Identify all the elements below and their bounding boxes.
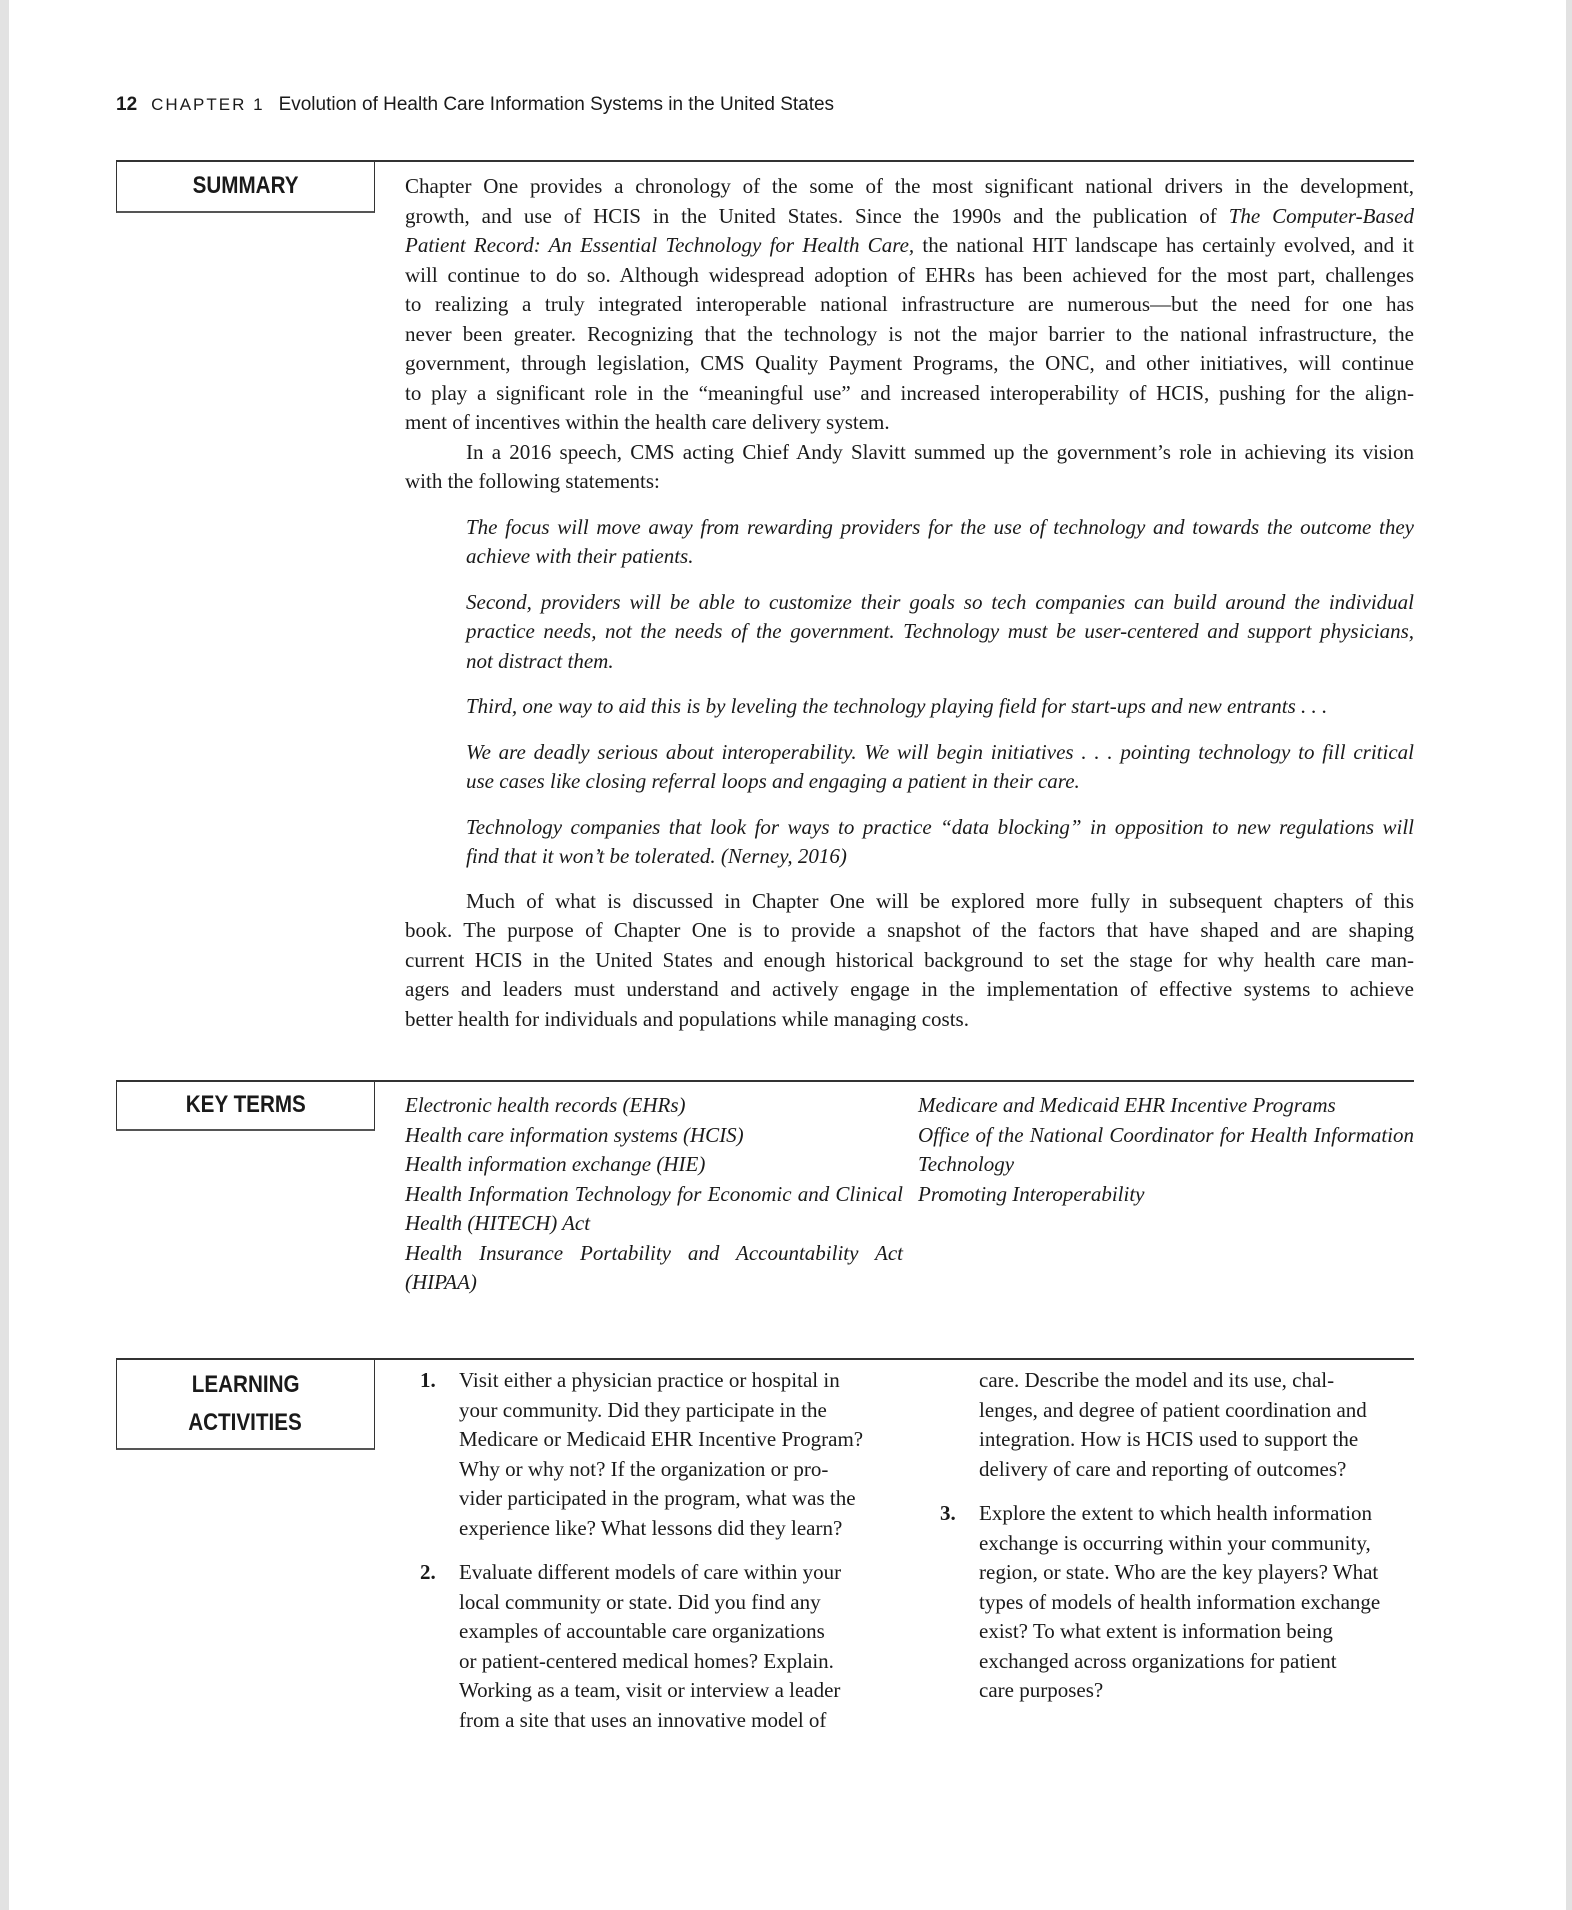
summary-text: [405, 172, 1414, 1034]
text-line: Health Insurance Portability and Accountability Act: [405, 1240, 903, 1265]
learning-activities-column-2: [940, 1366, 1419, 1706]
text-line: use cases like closing referral loops and engaging a patient in their care.: [466, 769, 1080, 793]
book-title: The Computer-Based: [1228, 203, 1414, 228]
text-line: your community. Did they participate in the: [459, 1397, 827, 1422]
text-line: In a 2016 speech, CMS acting Chief Andy Slavitt summed up the government’s role in achieving its vision: [466, 439, 1414, 464]
text-line: or patient-centered medical homes? Explain.: [459, 1648, 834, 1673]
learning-activity-item: [420, 1366, 899, 1543]
text-line: find that it won’t be tolerated. (Nerney, 2016): [466, 844, 847, 868]
viewer-left-margin: [0, 0, 9, 1910]
text-line: care. Describe the model and its use, chal-: [979, 1368, 1335, 1392]
summary-heading-box: [116, 160, 375, 213]
key-terms-heading: KEY TERMS: [185, 1091, 306, 1118]
text-line: examples of accountable care organizations: [459, 1619, 825, 1643]
learning-activities-column-1: [420, 1366, 899, 1735]
text-line: agers and leaders must understand and actively engage in the implementation of effective systems to achieve: [405, 977, 1414, 1001]
key-term: [405, 1121, 903, 1151]
text-line: Technology companies that look for ways to practice “data blocking” in opposition to new regulations will: [466, 814, 1414, 839]
text-line: exchange is occurring within your community,: [979, 1530, 1371, 1555]
text-line: care purposes?: [979, 1678, 1104, 1702]
text-line: [405, 202, 1414, 232]
text-segment: the national HIT landscape has certainly evolved, and it: [914, 233, 1414, 257]
text-line: Health (HITECH) Act: [405, 1211, 591, 1235]
key-term: [918, 1180, 1414, 1210]
block-quote: [466, 738, 1414, 797]
key-term: [405, 1091, 903, 1121]
text-line: will continue to do so. Although widespread adoption of EHRs has been achieved for the most part, challenges: [405, 262, 1414, 287]
text-segment: growth, and use of HCIS in the United States. Since the 1990s and the publication of: [405, 203, 1229, 228]
key-term: [405, 1180, 903, 1239]
text-line: government, through legislation, CMS Quality Payment Programs, the ONC, and other initiatives, will continue: [405, 351, 1414, 375]
text-line: not distract them.: [466, 648, 614, 673]
text-line: book. The purpose of Chapter One is to provide a snapshot of the factors that have shaped and are shaping: [405, 918, 1414, 942]
learning-activity-item: [979, 1366, 1419, 1484]
text-line: Promoting Interoperability: [918, 1181, 1145, 1206]
text-line: Second, providers will be able to customize their goals so tech companies can build around the individual: [466, 589, 1414, 614]
summary-paragraph: [405, 438, 1414, 497]
text-line: region, or state. Who are the key players? What: [979, 1560, 1379, 1584]
text-line: types of models of health information exchange: [979, 1589, 1381, 1614]
text-line: experience like? What lessons did they learn?: [459, 1515, 843, 1540]
text-line: lenges, and degree of patient coordination and: [979, 1397, 1367, 1422]
key-term: [405, 1239, 903, 1298]
chapter-title: Evolution of Health Care Information Systems in the United States: [278, 94, 835, 115]
text-line: delivery of care and reporting of outcomes?: [979, 1456, 1347, 1481]
learning-activity-item: [420, 1558, 899, 1735]
text-line: Chapter One provides a chronology of the some of the most significant national drivers in the development,: [405, 174, 1414, 198]
key-term: [918, 1121, 1414, 1180]
text-line: Visit either a physician practice or hospital in: [459, 1368, 840, 1392]
text-line: Electronic health records (EHRs): [405, 1093, 686, 1117]
summary-paragraph: [405, 172, 1414, 438]
text-line: Health information exchange (HIE): [405, 1152, 706, 1176]
book-title: Patient Record: An Essential Technology for Health Care,: [405, 233, 915, 257]
text-line: with the following statements:: [405, 469, 660, 493]
text-line: Health care information systems (HCIS): [405, 1122, 744, 1147]
text-line: vider participated in the program, what was the: [459, 1486, 856, 1510]
text-line: local community or state. Did you find any: [459, 1589, 821, 1614]
text-line: current HCIS in the United States and enough historical background to set the stage for why health care man-: [405, 947, 1414, 972]
key-terms-column-2: [918, 1091, 1414, 1209]
text-line: Third, one way to aid this is by leveling the technology playing field for start-ups and new entrants . . .: [466, 694, 1328, 718]
text-line: The focus will move away from rewarding providers for the use of technology and towards the outcome they: [466, 514, 1414, 539]
viewer-right-margin: [1566, 0, 1572, 1910]
page-number: 12: [116, 94, 138, 115]
summary-paragraph: [405, 887, 1414, 1035]
text-line: Medicare or Medicaid EHR Incentive Program?: [459, 1427, 864, 1451]
text-line: ment of incentives within the health care delivery system.: [405, 410, 890, 434]
key-terms-heading-box: [116, 1080, 375, 1131]
text-line: (HIPAA): [405, 1270, 477, 1294]
item-number: 3.: [940, 1501, 956, 1525]
text-line: to play a significant role in the “meaningful use” and increased interoperability of HCIS, pushing for the align-: [405, 380, 1414, 405]
key-term: [918, 1091, 1414, 1121]
text-line: better health for individuals and populations while managing costs.: [405, 1006, 969, 1031]
chapter-label: CHAPTER 1: [151, 95, 265, 114]
text-line: exchanged across organizations for patient: [979, 1648, 1337, 1673]
text-line: to realizing a truly integrated interoperable national infrastructure are numerous—but the need for one has: [405, 292, 1414, 316]
text-line: integration. How is HCIS used to support the: [979, 1427, 1359, 1451]
key-terms-column-1: [405, 1091, 903, 1298]
text-line: achieve with their patients.: [466, 544, 694, 568]
block-quote: [466, 813, 1414, 872]
text-line: Much of what is discussed in Chapter One will be explored more fully in subsequent chapters of this: [466, 888, 1414, 913]
text-line: [405, 231, 1414, 261]
item-number: 1.: [420, 1368, 436, 1392]
block-quote: [466, 588, 1414, 677]
text-line: from a site that uses an innovative model of: [459, 1707, 827, 1732]
text-line: Health Information Technology for Economic and Clinical: [405, 1181, 903, 1206]
summary-heading: SUMMARY: [192, 172, 299, 199]
text-line: Why or why not? If the organization or pro-: [459, 1456, 829, 1481]
learning-activity-item: [940, 1499, 1419, 1706]
item-number: 2.: [420, 1560, 436, 1584]
text-line: practice needs, not the needs of the government. Technology must be user-centered and support physicians,: [466, 619, 1414, 643]
text-line: Working as a team, visit or interview a leader: [459, 1678, 841, 1702]
text-line: Evaluate different models of care within your: [459, 1560, 842, 1584]
text-line: Explore the extent to which health information: [979, 1501, 1373, 1525]
key-term: [405, 1150, 903, 1180]
learning-activities-heading-line1: LEARNING: [191, 1370, 300, 1398]
learning-activities-heading-box: [116, 1358, 375, 1450]
text-line: Office of the National Coordinator for Health Information: [918, 1122, 1414, 1147]
text-line: never been greater. Recognizing that the technology is not the major barrier to the national infrastructure, the: [405, 321, 1414, 346]
text-line: exist? To what extent is information being: [979, 1619, 1333, 1643]
learning-activities-heading-line2: ACTIVITIES: [188, 1408, 303, 1436]
text-line: Medicare and Medicaid EHR Incentive Programs: [918, 1093, 1336, 1117]
running-header: [116, 94, 834, 116]
block-quote: [466, 692, 1414, 722]
block-quote: [466, 513, 1414, 572]
text-line: Technology: [918, 1152, 1015, 1176]
text-line: We are deadly serious about interoperability. We will begin initiatives . . . pointing technology to fill critical: [466, 739, 1414, 764]
